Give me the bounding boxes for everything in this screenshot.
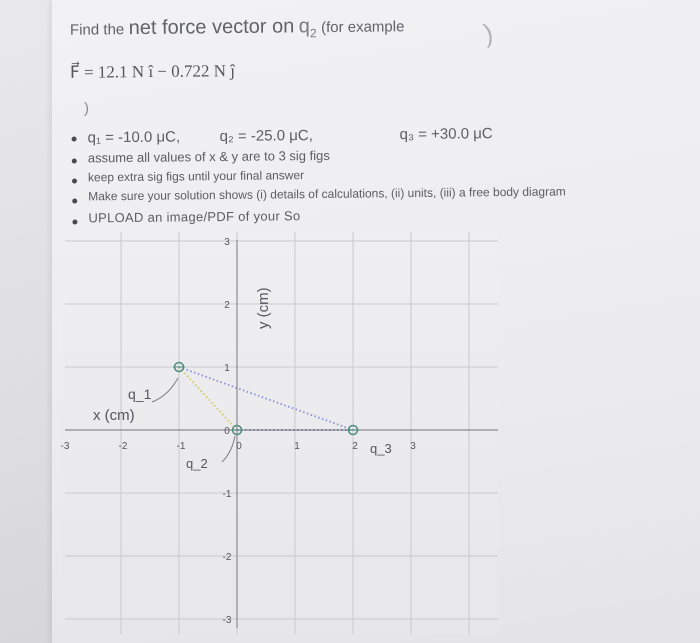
y-tick-label: -1 bbox=[222, 489, 232, 500]
question-charge-letter: q bbox=[298, 15, 310, 38]
example-formula: F⃗ = 12.1 N î − 0.722 N ĵ bbox=[69, 61, 236, 82]
y-axis-label: y (cm) bbox=[255, 287, 272, 329]
y-tick-label: -3 bbox=[222, 615, 232, 626]
x-tick-label: -2 bbox=[118, 441, 128, 452]
pencil-mark: ) bbox=[480, 17, 496, 49]
x-axis-label: x (cm) bbox=[93, 407, 135, 424]
label-q1: q_1 bbox=[128, 386, 152, 402]
x-tick-label: 1 bbox=[294, 441, 300, 452]
bullet-upload: UPLOAD an image/PDF of your So bbox=[70, 205, 566, 232]
leader-q1 bbox=[152, 378, 178, 402]
charge-q2: q₂ = -25.0 μC, bbox=[219, 127, 313, 146]
charge-q3: q₃ = +30.0 μC bbox=[399, 125, 493, 144]
y-tick-label: 2 bbox=[224, 300, 230, 311]
label-q3: q_3 bbox=[370, 441, 392, 456]
question-find-text: Find the bbox=[69, 21, 125, 39]
plot-axes bbox=[65, 240, 498, 628]
x-tick-label: 0 bbox=[236, 441, 242, 452]
x-tick-label: -3 bbox=[60, 441, 70, 452]
dotted-line-q1-q2 bbox=[179, 367, 237, 430]
plot-charge-points bbox=[128, 363, 392, 472]
bullet-keep: keep extra sig figs until your final answer bbox=[70, 165, 566, 189]
closing-paren: ) bbox=[84, 100, 89, 117]
bullet-assume: assume all values of x & y are to 3 sig figs bbox=[70, 145, 566, 170]
x-tick-label: -1 bbox=[176, 441, 186, 452]
question-example-text: (for example bbox=[320, 18, 405, 37]
plot-dotted-lines bbox=[179, 367, 353, 430]
plot-grid bbox=[65, 232, 498, 634]
leader-q2 bbox=[222, 436, 235, 462]
y-tick-label: 0 bbox=[224, 426, 230, 437]
charge-q1: q₁ = -10.0 μC, bbox=[87, 128, 181, 147]
y-tick-label: -2 bbox=[222, 552, 232, 563]
question-net-force-text: net force vector on bbox=[128, 15, 295, 40]
y-tick-label: 3 bbox=[224, 237, 230, 248]
question-charge-subscript: 2 bbox=[309, 26, 317, 41]
y-tick-label: 1 bbox=[224, 363, 230, 374]
bullet-make-sure: Make sure your solution shows (i) details of calculations, (ii) units, (iii) a free body diagram bbox=[70, 184, 566, 210]
label-q2: q_2 bbox=[186, 456, 208, 471]
x-tick-label: 3 bbox=[410, 441, 416, 452]
dotted-line-q1-q3 bbox=[179, 367, 353, 430]
plot-tick-labels bbox=[61, 237, 417, 626]
x-tick-label: 2 bbox=[352, 441, 358, 452]
